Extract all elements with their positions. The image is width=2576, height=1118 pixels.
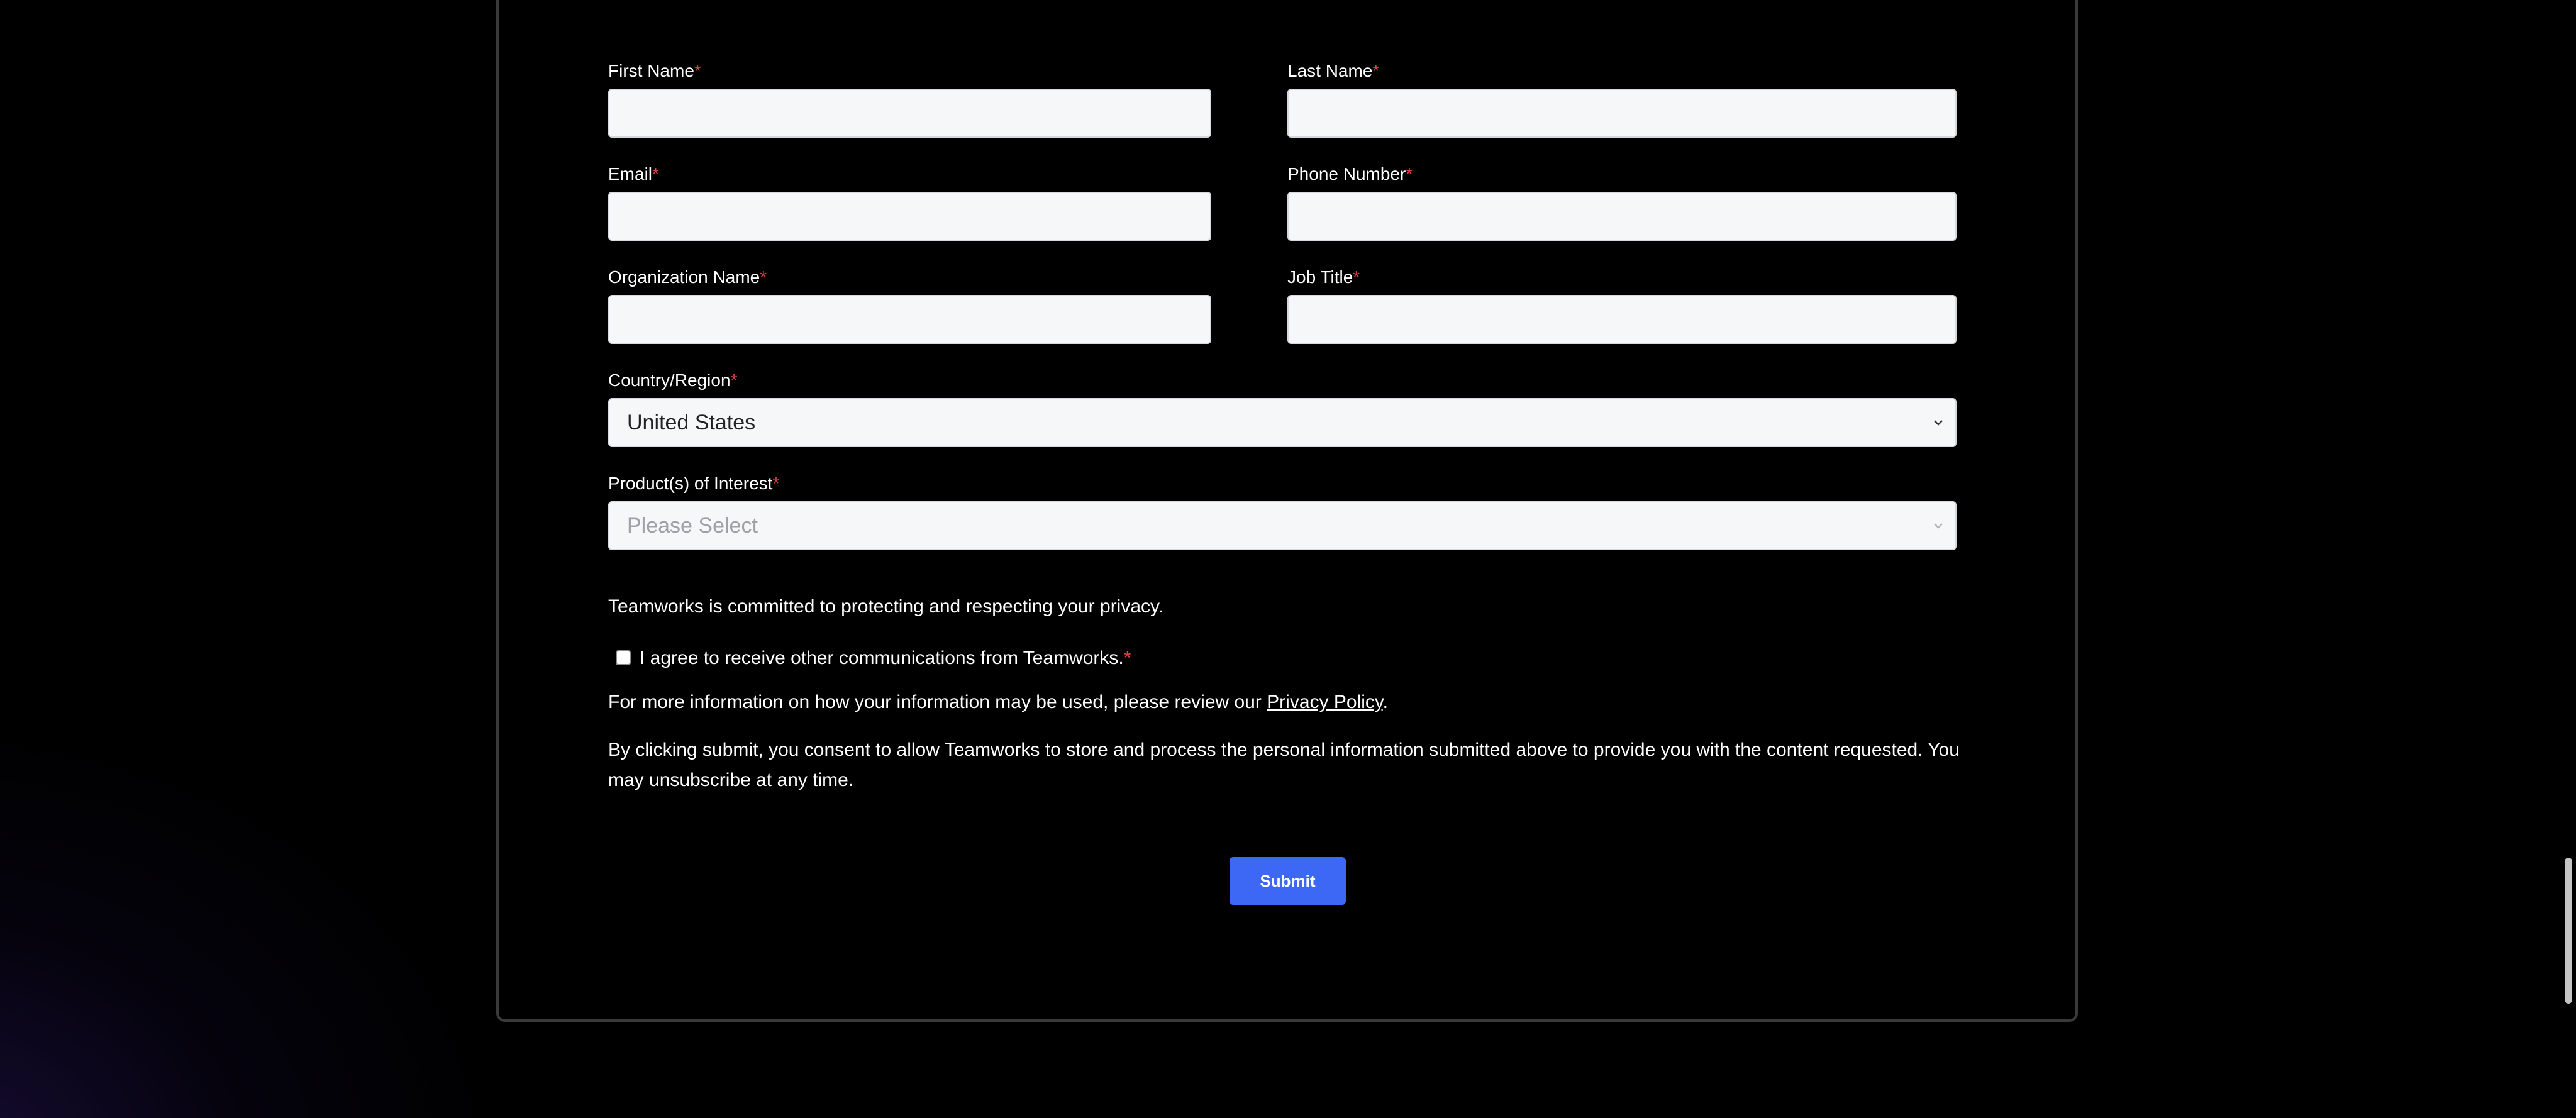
more-info-text: For more information on how your information may be used, please review our Privacy Policy. [608, 692, 1388, 712]
phone-number-label: Phone Number* [1287, 164, 1413, 184]
first-name-input[interactable] [608, 89, 1211, 138]
products-placeholder: Please Select [627, 513, 758, 538]
job-title-label: Job Title* [1287, 267, 1360, 287]
country-region-label: Country/Region* [608, 370, 738, 390]
phone-number-input[interactable] [1287, 192, 1957, 241]
consent-checkbox-label: I agree to receive other communications from Teamworks.* [640, 648, 1131, 668]
privacy-policy-link[interactable]: Privacy Policy [1267, 692, 1383, 712]
organization-name-input[interactable] [608, 295, 1211, 344]
privacy-statement: Teamworks is committed to protecting and respecting your privacy. [608, 596, 1164, 617]
products-of-interest-label: Product(s) of Interest* [608, 473, 780, 493]
submit-consent-text: By clicking submit, you consent to allow Teamworks to store and process the personal information submitted above to provide you with the content requested. You may unsubscribe at any time. [608, 739, 1960, 790]
email-label: Email* [608, 164, 659, 184]
job-title-input[interactable] [1287, 295, 1957, 344]
last-name-label: Last Name* [1287, 61, 1380, 80]
last-name-input[interactable] [1287, 89, 1957, 138]
first-name-label: First Name* [608, 61, 701, 80]
country-region-select[interactable] [608, 398, 1957, 447]
products-of-interest-select[interactable] [608, 501, 1957, 550]
organization-name-label: Organization Name* [608, 267, 767, 287]
chevron-down-icon [1931, 519, 1945, 533]
submit-button[interactable]: Submit [1230, 857, 1346, 905]
scrollbar-thumb[interactable] [2565, 858, 2572, 1004]
chevron-down-icon [1931, 416, 1945, 429]
email-input[interactable] [608, 192, 1211, 241]
country-region-value: United States [627, 410, 756, 434]
consent-checkbox[interactable] [616, 650, 631, 665]
